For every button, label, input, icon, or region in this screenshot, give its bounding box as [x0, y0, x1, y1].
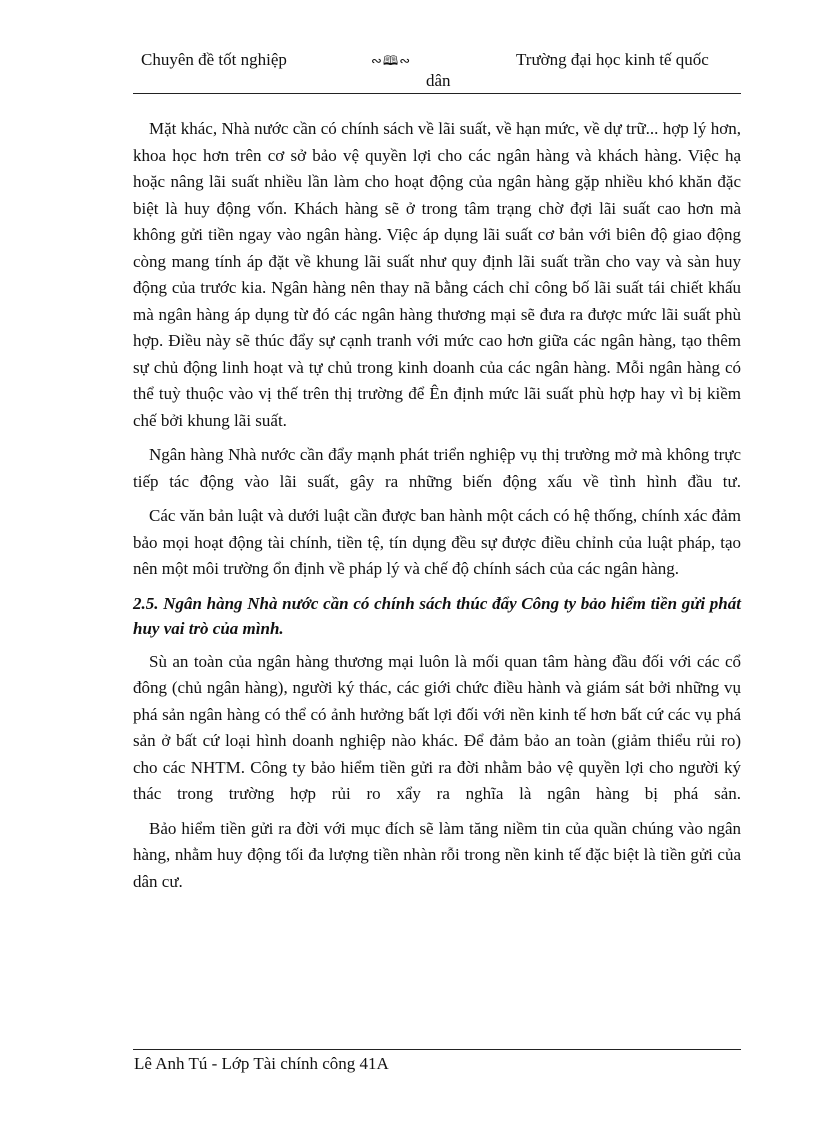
- header-divider: [133, 93, 741, 94]
- paragraph-interest-rate-policy: Mặt khác, Nhà nước cần có chính sách về lãi suất, về hạn mức, về dự trữ... hợp lý hơn, khoa học hơn trên cơ sở bảo vệ quyền lợi cho các ngân hàng và khách hàng. Việc hạ hoặc nâng lãi suất nhiều lần làm cho hoạt động của ngân hàng gặp nhiều khó khăn đặc biệt là huy động vốn. Khách hàng sẽ ở trong tâm trạng chờ đợi lãi suất cao hơn mà không gửi tiền ngay vào ngân hàng. Việc áp dụng lãi suất cơ bản với biên độ giao động còng mang tính áp đặt về khung lãi suất như quy định lãi suất trần cho vay và sàn huy động của trước kia. Ngân hàng nên thay nã bằng cách chỉ công bố lãi suất tái chiết khấu mà ngân hàng áp dụng từ đó các ngân hàng thương mại sẽ đưa ra được mức lãi suất phù hợp. Điều này sẽ thúc đẩy sự cạnh tranh với mức cao hơn giữa các ngân hàng, tạo thêm sự chủ động linh hoạt và tự chủ trong kinh doanh của các ngân hàng. Mỗi ngân hàng có thể tuỳ thuộc vào vị thế trên thị trường để Ên định mức lãi suất phù hợp hay vì bị kiềm chế bởi khung lãi suất.: [133, 119, 741, 430]
- paragraph-legal-framework: Các văn bản luật và dưới luật cần được ban hành một cách có hệ thống, chính xác đảm bảo mọi hoạt động tài chính, tiền tệ, tín dụng đều sự được điều chỉnh của luật pháp, tạo nên một môi trường ổn định về pháp lý và chế độ chính sách của các ngân hàng.: [133, 506, 741, 578]
- paragraph-bank-safety: Sù an toàn của ngân hàng thương mại luôn là mối quan tâm hàng đầu đối với các cổ đông (chủ ngân hàng), người ký thác, các giới chức điều hành và giám sát bởi những vụ phá sản ngân hàng có thể có ảnh hưởng bất lợi đối với nền kinh tế hơn bất cứ các vụ phá sản ở bất cứ loại hình doanh nghiệp nào khác. Để đảm bảo an toàn (giảm thiểu rủi ro) cho các NHTM. Công ty bảo hiểm tiền gửi ra đời nhằm bảo vệ quyền lợi cho người ký thác trong trường hợp rủi ro xẩy ra nghĩa là ngân hàng bị phá sản.: [133, 651, 741, 803]
- book-ornament-icon: ∾🕮∾: [371, 53, 412, 68]
- header-document-type: Chuyên đề tốt nghiệp: [141, 50, 287, 69]
- header-university: Trường đại học kinh tế quốc: [516, 50, 709, 69]
- page-footer: Lê Anh Tú - Lớp Tài chính công 41A: [134, 1054, 389, 1073]
- header-university-continued: dân: [426, 71, 451, 90]
- section-heading: 2.5. Ngân hàng Nhà nước cần có chính sách thúc đẩy Công ty bảo hiểm tiền gửi phát huy vai trò của mình.: [133, 593, 741, 638]
- paragraph-deposit-insurance: Bảo hiểm tiền gửi ra đời với mục đích sẽ làm tăng niềm tin của quần chúng vào ngân hàng, nhằm huy động tối đa lượng tiền nhàn rỗi trong nền kinh tế đặc biệt là tiền gửi của dân cư.: [133, 818, 741, 891]
- footer-divider: [133, 1049, 741, 1050]
- document-body: [133, 116, 741, 895]
- page-header: [133, 46, 741, 96]
- paragraph-open-market: Ngân hàng Nhà nước cần đẩy mạnh phát triển nghiệp vụ thị trường mở mà không trực tiếp tác động vào lãi suất, gây ra những biến động xấu về tình hình đầu tư.: [133, 445, 741, 491]
